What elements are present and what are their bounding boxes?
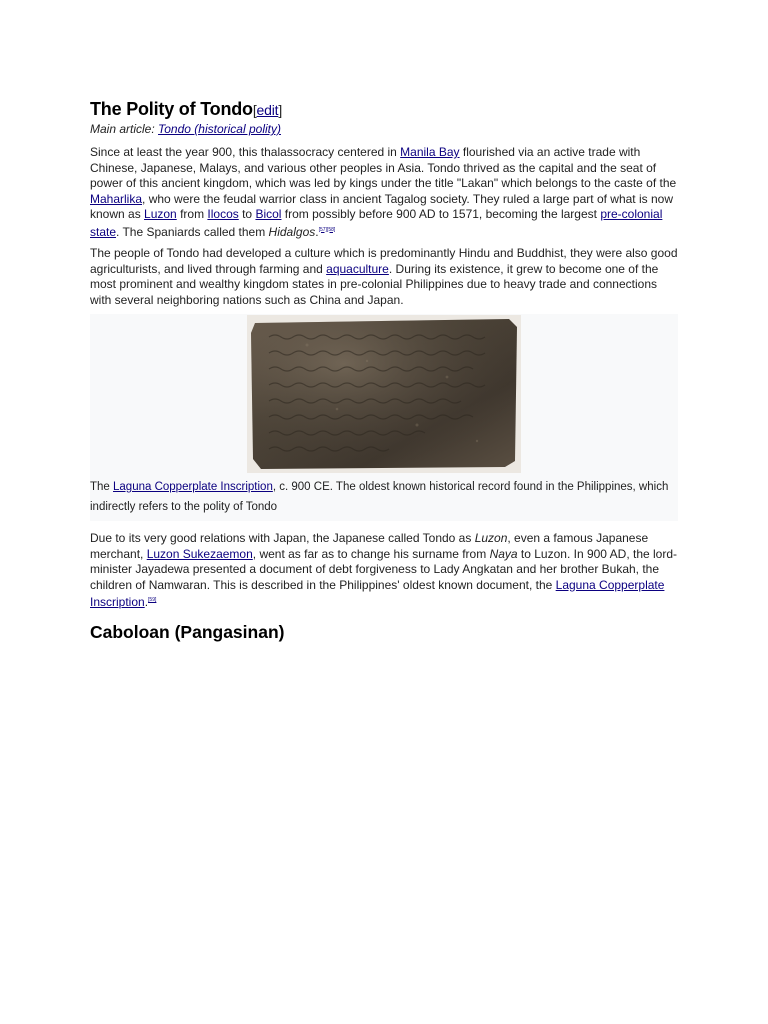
edit-section: [edit]: [252, 102, 283, 118]
citation-59[interactable]: [59]: [148, 597, 157, 603]
paragraph-trade: Since at least the year 900, this thalassocracy centered in Manila Bay flourished via an active trade with Chinese, Japanese, Malays, and various other peoples in Asia. Tondo thrived as the capital and the seat of power of this ancient kingdom, which was led by kings under the title "Lakan" which belongs to the caste of the Maharlika, who were the feudal warrior class in ancient Tagalog society. They ruled a large part of what is now known as Luzon from Ilocos to Bicol from possibly before 900 AD to 1571, becoming the largest pre-colonial state. The Spaniards called them Hidalgos.[57][58]: [90, 145, 677, 239]
hatnote-main-article: Main article: Tondo (historical polity): [90, 122, 281, 136]
figure-thumbnail: [90, 314, 678, 521]
paragraph-culture: The people of Tondo had developed a culture which is predominantly Hindu and Buddhist, they were also good agriculturists, and lived through farming and aquaculture. During its existence, it grew to become one of the most prominent and wealthy kingdom states in pre-colonial Philippines due to heavy trade and connections with several neighboring nations such as China and Japan.: [90, 246, 678, 307]
link-laguna-copperplate[interactable]: Laguna Copperplate Inscription: [90, 577, 665, 609]
link-ilocos[interactable]: Ilocos: [207, 207, 239, 221]
link-luzon[interactable]: Luzon: [144, 207, 177, 221]
copperplate-image[interactable]: [247, 315, 521, 473]
copperplate-illustration: [247, 315, 521, 473]
link-maharlika[interactable]: Maharlika: [90, 191, 143, 206]
article-content: [90, 98, 678, 643]
caption-link-laguna-copperplate[interactable]: Laguna Copperplate Inscription: [113, 481, 273, 493]
link-aquaculture[interactable]: aquaculture: [326, 261, 389, 276]
section-title: The Polity of Tondo: [90, 99, 253, 119]
figure-caption: The Laguna Copperplate Inscription, c. 900 CE. The oldest known historical record found in the Philippines, which indirectly refers to the polity of Tondo: [90, 481, 669, 513]
next-section-heading: Caboloan (Pangasinan): [90, 621, 285, 642]
section-heading: [90, 98, 678, 121]
citation-57-58[interactable]: [57][58]: [318, 226, 336, 233]
link-luzon-sukezaemon[interactable]: Luzon Sukezaemon: [146, 546, 253, 561]
edit-link[interactable]: edit: [256, 102, 279, 118]
link-pre-colonial-state[interactable]: pre-colonial state: [90, 207, 663, 239]
paragraph-japan-relations: Due to its very good relations with Japan, the Japanese called Tondo as Luzon, even a famous Japanese merchant, Luzon Sukezaemon, went as far as to change his surname from Naya to Luzon. In 900 AD, the lord-minister Jayadewa presented a document of debt forgiveness to Lady Angkatan and her brother Bukah, the children of Namwaran. This is described in the Philippines' oldest known document, the Laguna Copperplate Inscription.[59]: [90, 531, 678, 609]
link-bicol[interactable]: Bicol: [255, 207, 282, 221]
link-manila-bay[interactable]: Manila Bay: [400, 145, 460, 159]
main-article-link[interactable]: Tondo (historical polity): [158, 122, 281, 136]
